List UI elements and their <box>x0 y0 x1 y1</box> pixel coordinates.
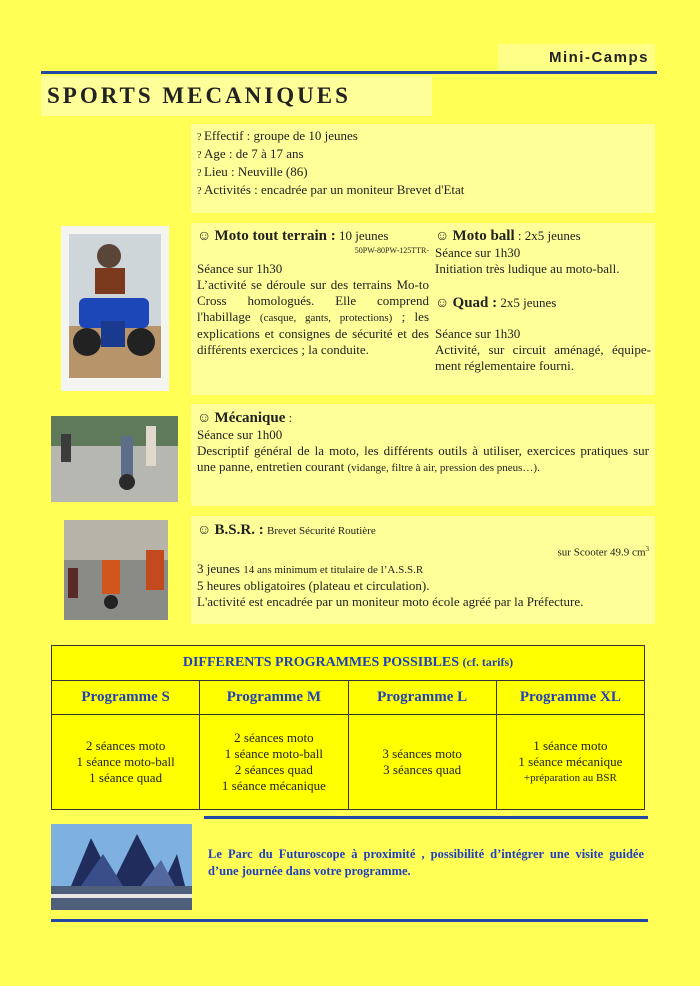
programme-xl-line: 1 séance moto <box>533 738 608 753</box>
programme-xl-extra: +préparation au BSR <box>523 772 617 784</box>
info-line-lieu: ? Lieu : Neuville (86) <box>197 164 649 182</box>
quad-count: 2x5 jeunes <box>500 295 557 310</box>
bsr-scooter <box>197 541 649 561</box>
programme-l-header: Programme L <box>348 681 496 715</box>
moto-tt-desc-a: L’activité se déroule sur des terrains Mo-to Cross homologués. Elle comprend l'habillage <box>197 277 429 324</box>
mecanique-description <box>197 443 649 476</box>
moto-tt-desc-small: (casque, gants, protections) <box>259 312 393 324</box>
futuroscope-text: Le Parc du Futuroscope à proximité , possibilité d’intégrer une visite guidée d’une journée dans votre programme. <box>208 847 644 878</box>
smiley-icon: ☺ <box>197 523 212 538</box>
info-line-age: ? Age : de 7 à 17 ans <box>197 146 649 164</box>
moto-panel <box>191 223 655 395</box>
mecanique-photo <box>51 416 178 502</box>
bsr-hours: 5 heures obligatoires (plateau et circulation). <box>197 577 430 593</box>
programme-xl-cell <box>496 715 644 810</box>
info-panel <box>191 124 655 213</box>
programme-l-line: 3 séances moto <box>382 746 462 761</box>
mecanique-desc-a: Descriptif général de la moto, les différents outils à utiliser, exercices pratiques sur une panne, entretien courant <box>197 443 649 474</box>
quad-rider-photo <box>61 226 169 391</box>
section-tag: Mini-Camps <box>498 44 655 70</box>
moto-tt-session: Séance sur 1h30 <box>197 261 283 276</box>
bsr-scooter-text: sur Scooter 49.9 cm <box>557 546 646 559</box>
programme-s-line: 1 séance quad <box>89 770 163 785</box>
moto-ball-count: : 2x5 jeunes <box>517 228 581 243</box>
moto-ball-title: Moto ball <box>452 228 515 244</box>
bsr-illustration <box>64 520 168 620</box>
mecanique-desc-small: (vidange, filtre à air, pression des pneus…). <box>347 462 540 474</box>
programme-m-header: Programme M <box>200 681 348 715</box>
quad-session: Séance sur 1h30 <box>435 326 521 341</box>
bsr-count-small: 14 ans minimum et titulaire de l’A.S.S.R <box>243 563 424 576</box>
mecanique-panel <box>191 404 655 506</box>
programme-m-line: 1 séance moto-ball <box>224 746 323 761</box>
header-rule <box>41 71 657 74</box>
programme-s-line: 1 séance moto-ball <box>76 754 175 769</box>
bottom-rule <box>51 919 648 922</box>
programme-m-line: 2 séances quad <box>234 762 313 777</box>
mecanique-colon: : <box>288 410 293 425</box>
quad-title: Quad : <box>452 295 498 311</box>
moto-ball-block <box>435 228 651 277</box>
smiley-icon: ☺ <box>197 411 212 426</box>
mecanique-illustration <box>51 416 178 502</box>
quad-rider-illustration <box>61 226 169 391</box>
programme-xl-line: 1 séance mécanique <box>518 754 623 769</box>
programme-m-line: 1 séance mécanique <box>221 778 326 793</box>
programme-l-line: 3 séances quad <box>383 762 462 777</box>
mecanique-session: Séance sur 1h00 <box>197 427 283 442</box>
programme-l-cell <box>348 715 496 810</box>
programmes-title <box>52 646 645 681</box>
futuroscope-photo <box>51 824 192 910</box>
bsr-scooter-sup: 3 <box>645 545 649 553</box>
programme-m-cell <box>200 715 348 810</box>
bsr-panel <box>191 516 655 624</box>
quad-block <box>435 295 651 374</box>
programme-xl-header: Programme XL <box>496 681 644 715</box>
smiley-icon: ☺ <box>435 229 450 244</box>
page-title: SPORTS MECANIQUES <box>41 76 432 116</box>
bsr-supervision: L'activité est encadrée par un moniteur moto école agréé par la Préfecture. <box>197 593 584 609</box>
futuroscope-top-rule <box>204 816 648 819</box>
moto-tt-description <box>197 277 429 358</box>
programme-s-line: 2 séances moto <box>85 738 166 753</box>
programme-m-line: 2 séances moto <box>234 730 314 745</box>
moto-tt-title: Moto tout terrain : <box>214 228 336 244</box>
moto-tt-desc-b: ; les explications et consignes de sécurité et des différents exercices ; la conduite. <box>197 309 430 357</box>
programmes-title-text: DIFFERENTS PROGRAMMES POSSIBLES <box>182 655 460 670</box>
info-line-activites: ? Activités : encadrée par un moniteur Brevet d'Etat <box>197 182 649 200</box>
smiley-icon: ☺ <box>435 296 450 311</box>
smiley-icon: ☺ <box>197 229 212 244</box>
moto-ball-session: Séance sur 1h30 <box>435 245 521 260</box>
programmes-table <box>51 645 645 810</box>
moto-tt-count: 10 jeunes <box>339 228 389 243</box>
bsr-count: 3 jeunes <box>197 560 240 576</box>
bsr-title: B.S.R. : <box>214 522 264 538</box>
moto-tt-block <box>197 228 429 358</box>
bsr-count-line <box>197 561 649 578</box>
mecanique-title: Mécanique <box>214 410 286 426</box>
bsr-photo <box>64 520 168 620</box>
programme-s-cell <box>52 715 200 810</box>
moto-ball-description: Initiation très ludique au moto-ball. <box>435 261 620 276</box>
moto-tt-models: 50PW-80PW-125TTR- <box>354 246 429 255</box>
bsr-subtitle: Brevet Sécurité Routière <box>266 525 376 537</box>
info-line-effectif: ? Effectif : groupe de 10 jeunes <box>197 128 649 146</box>
futuroscope-illustration <box>51 824 192 910</box>
programme-s-header: Programme S <box>52 681 200 715</box>
programmes-title-small: (cf. tarifs) <box>462 655 514 669</box>
quad-description: Activité, sur circuit aménagé, équipe-ment réglementaire fourni. <box>435 342 651 373</box>
